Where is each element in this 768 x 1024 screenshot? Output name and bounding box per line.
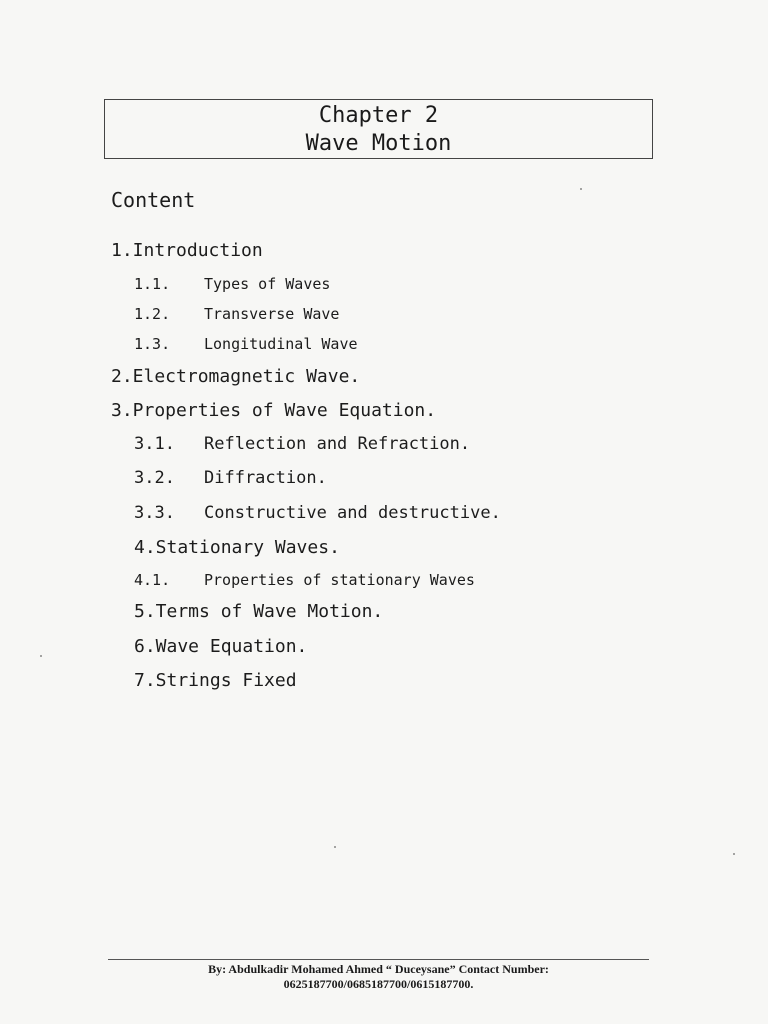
toc-subitem-number: 3.3.	[134, 503, 175, 523]
toc-subitem-number: 1.1.	[134, 275, 171, 293]
toc-item-properties-of-wave-equation: 3.Properties of Wave Equation.	[111, 400, 437, 421]
toc-subitem-longitudinal-wave	[134, 335, 358, 353]
chapter-label: Chapter 2	[318, 103, 439, 128]
scan-speck	[580, 188, 582, 190]
toc-item-wave-equation: 6.Wave Equation.	[134, 636, 308, 657]
toc-subitem-label: Longitudinal Wave	[204, 335, 358, 353]
scan-speck	[40, 655, 42, 657]
footer-author-line: By: Abdulkadir Mohamed Ahmed “ Duceysane” Contact Number:	[208, 962, 549, 976]
toc-subitem-number: 1.3.	[134, 335, 171, 353]
toc-subitem-number: 3.1.	[134, 434, 175, 454]
toc-subitem-label: Constructive and destructive.	[204, 503, 501, 523]
toc-item-strings-fixed: 7.Strings Fixed	[134, 670, 297, 691]
toc-subitem-number: 3.2.	[134, 468, 175, 488]
toc-subitem-label: Properties of stationary Waves	[204, 571, 475, 589]
toc-item-electromagnetic-wave: 2.Electromagnetic Wave.	[111, 366, 361, 387]
toc-subitem-reflection-refraction	[134, 434, 470, 454]
chapter-title-box	[104, 99, 653, 159]
contents-heading: Content	[111, 188, 196, 212]
toc-subitem-transverse-wave	[134, 305, 339, 323]
toc-subitem-number: 1.2.	[134, 305, 171, 323]
footer	[108, 962, 649, 992]
footer-contact-numbers: 0625187700/0685187700/0615187700.	[283, 977, 474, 991]
toc-subitem-diffraction	[134, 468, 327, 488]
scan-speck	[733, 853, 735, 855]
toc-subitem-number: 4.1.	[134, 571, 171, 589]
scan-speck	[334, 846, 336, 848]
toc-subitem-label: Types of Waves	[204, 275, 331, 293]
toc-subitem-label: Diffraction.	[204, 468, 327, 488]
footer-divider	[108, 959, 649, 960]
toc-subitem-constructive-destructive	[134, 503, 501, 523]
toc-subitem-types-of-waves	[134, 275, 330, 293]
toc-item-introduction: 1.Introduction	[111, 240, 263, 261]
toc-subitem-label: Transverse Wave	[204, 305, 340, 323]
toc-subitem-label: Reflection and Refraction.	[204, 434, 471, 454]
toc-item-stationary-waves: 4.Stationary Waves.	[134, 537, 340, 558]
toc-subitem-properties-stationary-waves	[134, 571, 475, 589]
chapter-title: Wave Motion	[305, 131, 452, 156]
toc-item-terms-of-wave-motion: 5.Terms of Wave Motion.	[134, 601, 384, 622]
